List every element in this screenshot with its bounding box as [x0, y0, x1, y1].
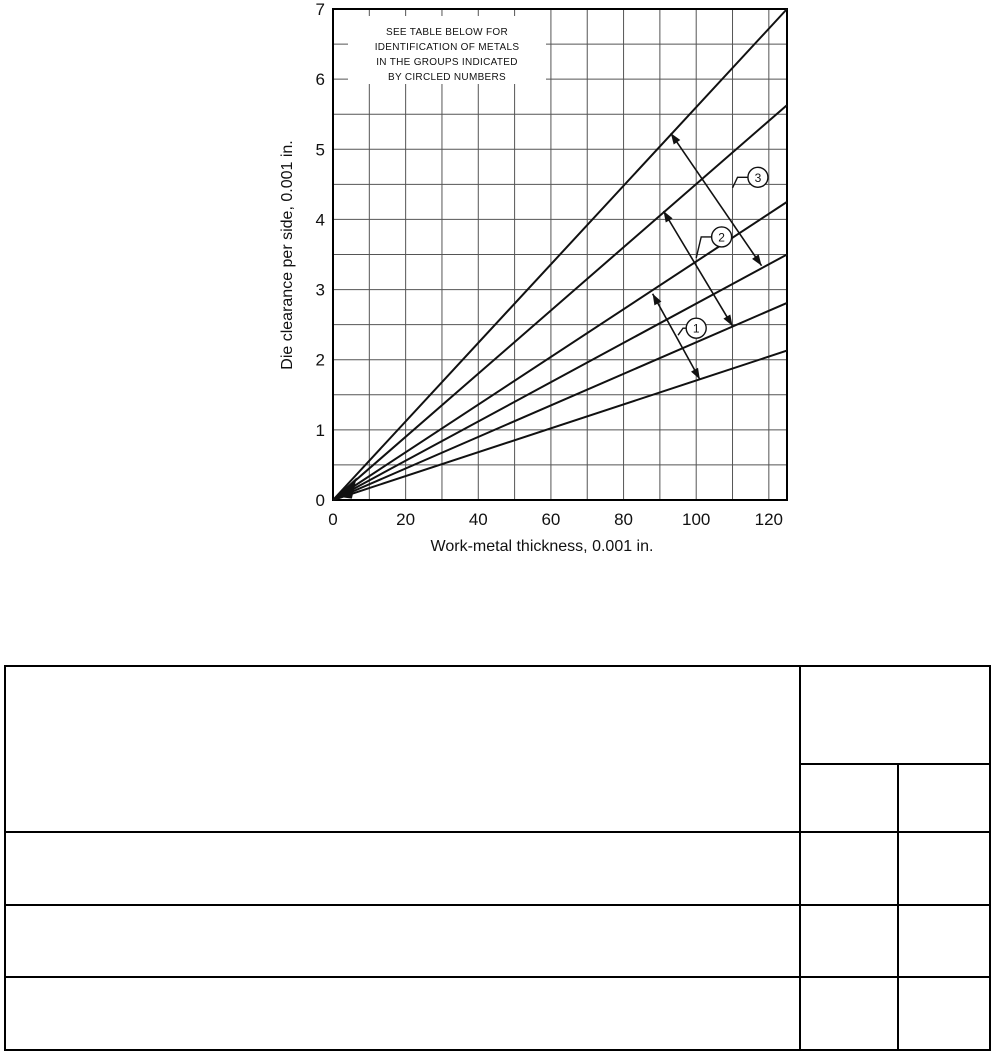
- note-line-4: BY CIRCLED NUMBERS: [387, 72, 507, 83]
- note-line-3: IN THE GROUPS INDICATED: [376, 57, 518, 68]
- table-cell: [800, 977, 898, 1050]
- x-tick-label: 40: [468, 510, 488, 529]
- note-line-1: SEE TABLE BELOW FOR: [385, 27, 509, 38]
- band-3-leader: [733, 177, 748, 188]
- band-3-arrowhead-bottom: [752, 254, 762, 265]
- band-2-arrowhead-top: [664, 211, 673, 222]
- y-tick-label: 0: [315, 491, 325, 510]
- x-axis-label: Work-metal thickness, 0.001 in.: [430, 538, 654, 555]
- x-tick-labels: [328, 510, 783, 529]
- y-tick-label: 4: [315, 210, 325, 230]
- table-cell: [5, 832, 800, 905]
- note-box: [348, 16, 546, 84]
- x-tick-label: 100: [682, 510, 711, 529]
- y-tick-label: 6: [315, 70, 325, 90]
- y-axis-label: Die clearance per side, 0.001 in.: [279, 140, 296, 370]
- series-line-4: [333, 255, 787, 501]
- x-tick-label: 20: [396, 510, 416, 529]
- y-tick-label: 3: [315, 280, 325, 300]
- table-header-clearance: [800, 666, 990, 764]
- table-row: [5, 977, 990, 1050]
- table-subheader-a: [800, 764, 898, 832]
- y-tick-labels: [316, 0, 325, 510]
- group-bands: [653, 133, 768, 379]
- metal-groups-table: [4, 665, 991, 1051]
- note-line-2: IDENTIFICATION OF METALS: [374, 42, 520, 53]
- table-row: [5, 905, 990, 977]
- origin-arrowhead: [336, 478, 357, 499]
- x-tick-label: 80: [614, 510, 634, 529]
- x-tick-label: 60: [541, 510, 561, 529]
- y-tick-label: 7: [315, 0, 325, 19]
- band-3-label: 3: [754, 170, 762, 185]
- table-cell: [5, 977, 800, 1050]
- x-tick-label: 120: [754, 510, 784, 529]
- table-cell: [898, 905, 990, 977]
- band-3-arrowhead-top: [671, 133, 681, 144]
- table-cell: [800, 905, 898, 977]
- y-tick-label: 2: [315, 350, 325, 370]
- table-subheader-b: [898, 764, 990, 832]
- series-line-5: [333, 303, 787, 500]
- table-cell: [898, 832, 990, 905]
- band-1-arrowhead-bottom: [691, 368, 700, 380]
- band-1-label: 1: [692, 321, 700, 336]
- table-cell: [800, 832, 898, 905]
- table-cell: [5, 905, 800, 977]
- table-header-description: [5, 666, 800, 832]
- y-tick-label: 1: [315, 420, 325, 440]
- band-2-label: 2: [718, 230, 725, 245]
- x-tick-label: 0: [328, 510, 338, 529]
- y-tick-label: 5: [315, 140, 325, 160]
- band-1-leader: [678, 328, 686, 335]
- table-cell: [898, 977, 990, 1050]
- table-row: [5, 832, 990, 905]
